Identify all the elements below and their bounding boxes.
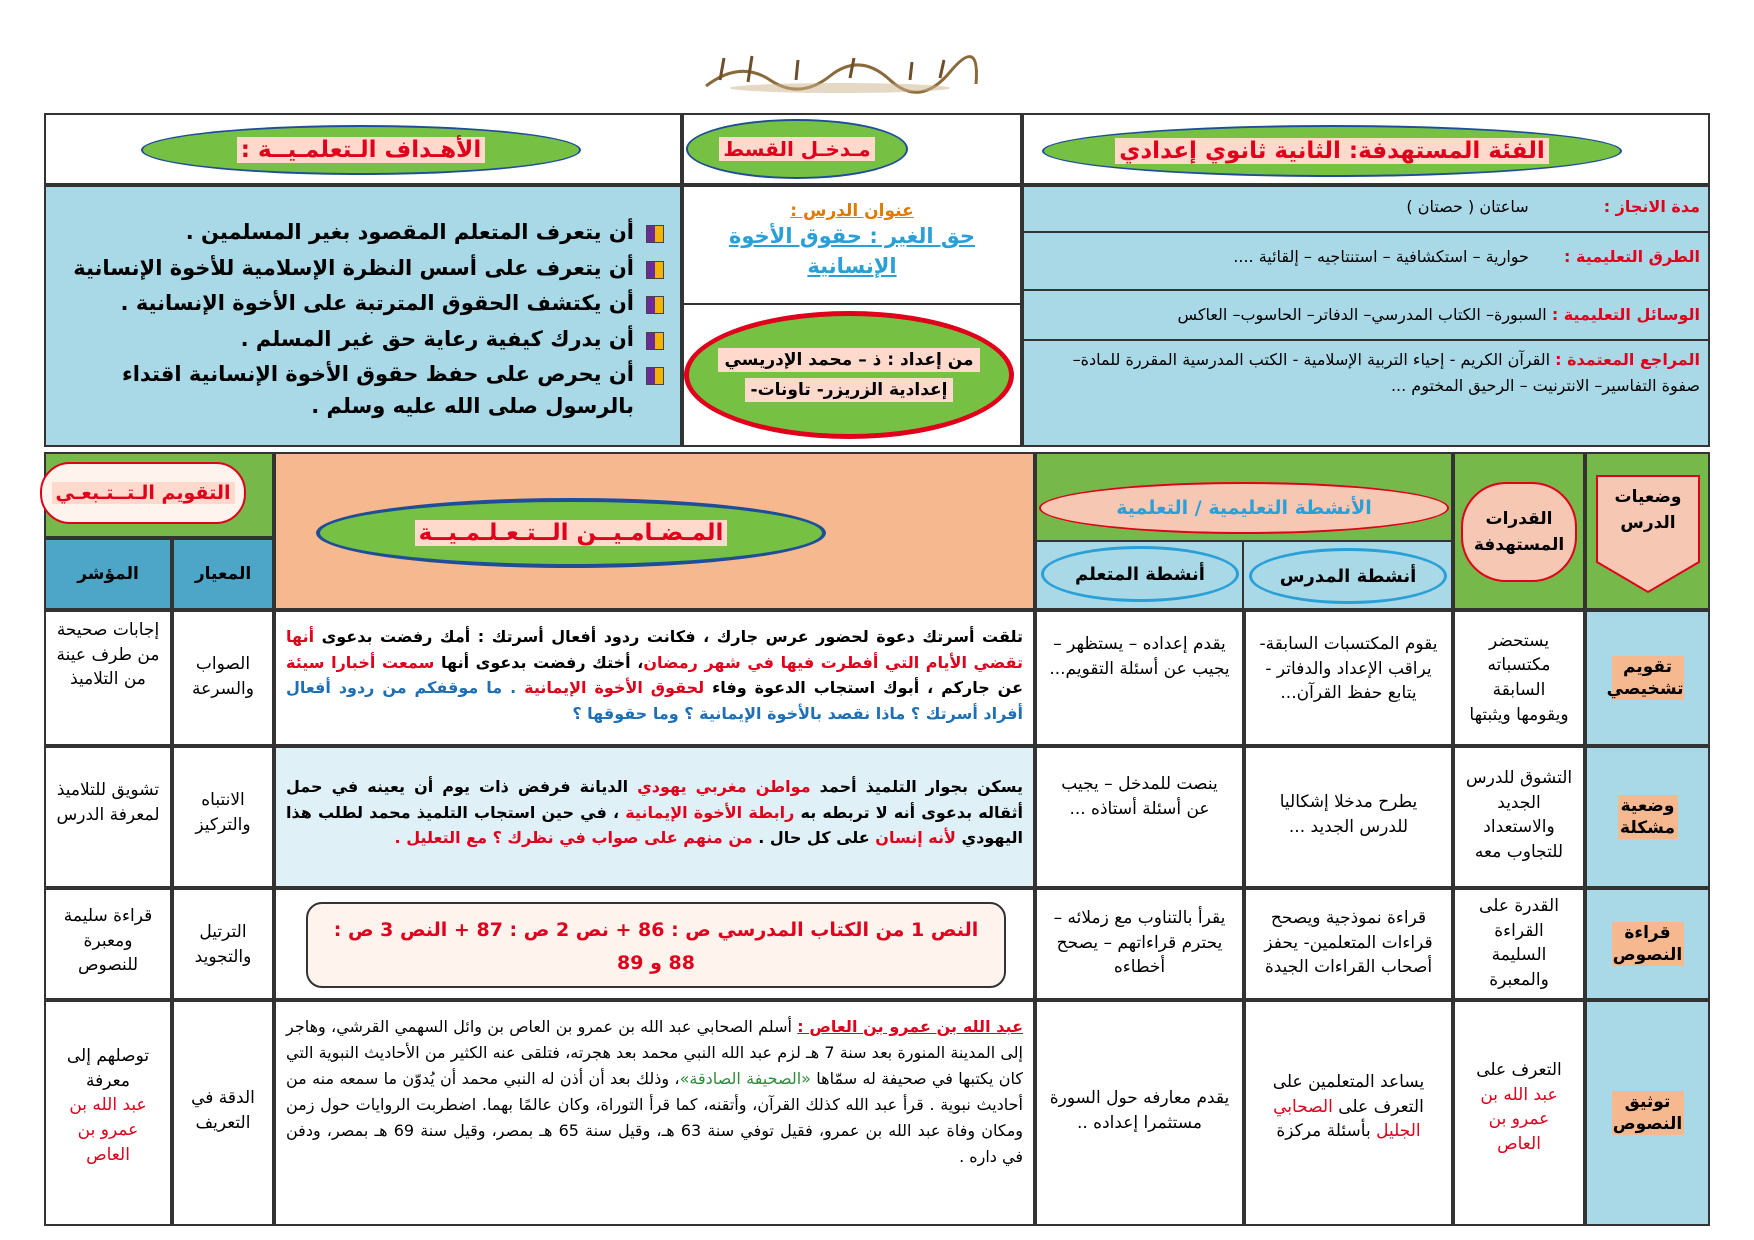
row1-learner-text: يقدم إعداده – يستظهر – يجيب عن أسئلة التقويم... [1049,634,1230,679]
col-criterion-header [172,538,274,610]
row4-content-p2: أسلم الصحابي عبد الله بن عمرو بن العاص بن وائل السهمي القرشي، وهاجر إلى المدينة المنورة بعد سنة 7 هـ لزم عبد الله النبي محمد بعد هجرته، فتلقى عنه الكثير من الأحاديث النبوية التي كان يكتبها في صحيفة له سمّاها [286,1017,1023,1088]
row3-content-box [306,902,1006,988]
row3-criterion [172,888,274,1000]
row1-learner [1035,610,1244,746]
col-contents-header [274,452,1035,610]
audience-title: الفئة المستهدفة: الثانية ثانوي إعدادي [1115,138,1548,164]
row4-content-p1: عبد الله بن عمرو بن العاص : [797,1017,1024,1036]
row4-situation-text: توثيق النصوص [1612,1091,1683,1134]
goal-item: أن يحرص على حفظ حقوق الأخوة الإنسانية اقتداء بالرسول صلى الله عليه وسلم . [66,359,668,422]
col-situations-header [1585,452,1710,610]
refs-label: المراجع المعتمدة : [1555,350,1700,369]
row4-content-p4: ، وذلك بعد أن أذن له النبي محمد أن يُدوّن ما سمعه منه من أحاديث نبوية . قرأ عبد الله كذلك القرآن، وأتقنه، كما قرأ التوراة، وكان عالمًا بهما. اضطربت الروايات حول زمن ومكان وفاة عبد الله بن عمرو، فقيل توفي سنة 63 هـ، وقيل سنة 65 هـ بمصر، وقيل سنة 69 هـ بمصر، ودفن في داره . [286,1068,1024,1166]
row1-content-p1: تلقت أسرتك دعوة لحضور عرس جارك ، فكانت ردود أفعال أسرتك : أمك رفضت بدعوى [314,627,1023,646]
row4-criterion-text: الدقة في التعريف [191,1088,255,1133]
lesson-title-box [684,187,1020,305]
goal-item: أن يدرك كيفية رعاية حق غير المسلم . [66,324,668,356]
evaluation-badge [40,462,246,524]
duration-row [1024,187,1708,233]
row2-content-p2: مواطن مغربي يهودي [637,777,811,796]
situations-shield [1595,474,1701,594]
goal-item: أن يكتشف الحقوق المترتبة على الأخوة الإنسانية . [66,288,668,320]
row2-ability-text: التشوق للدرس الجديد والاستعداد للتجاوب معه [1465,768,1573,862]
unit-title: مـدخـل القسط [719,137,874,161]
goals-list [66,217,668,422]
row1-indicator-text: إجابات صحيحة من طرف عينة من التلاميذ [56,620,160,690]
abilities-title: القدرات المستهدفة [1473,508,1565,555]
row2-content-p1: يسكن بجوار التلميذ أحمد [810,777,1024,796]
row2-learner-text: ينصت للمدخل – يجيب عن أسئلة أستاذه ... [1061,774,1218,819]
row4-indicator [44,1000,172,1226]
row1-criterion [172,610,274,746]
row2-criterion-text: الانتباه والتركيز [195,790,251,835]
row2-content-p8: من منهم على صواب في نظرك ؟ مع التعليل . [394,828,753,848]
header-unit-cell [682,113,1022,185]
row2-content-p7: على كل حال . [752,828,876,848]
info-cell [1022,185,1710,447]
row3-ability-text: القدرة على القراءة السليمة والمعبرة [1479,896,1559,990]
row2-content [274,746,1035,888]
row3-content-p1: النص 1 من الكتاب المدرسي ص : 86 + نص 2 ص : 87 + النص 3 ص : 88 و 89 [333,919,979,975]
goals-title: الأهـداف الـتعلمـيــة : [237,137,485,163]
row1-content-p6: لحقوق الأخوة الإيمانية [524,678,705,698]
row4-teacher [1244,1000,1453,1226]
row4-indicator-a: توصلهم إلى معرفة [66,1046,150,1091]
row1-content-p7: . ما موقفكم من ردود أفعال أفراد أسرتك ؟ ماذا نقصد بالأخوة الإيمانية ؟ وما حقوقها ؟ [286,678,1023,723]
row1-content-p3: ، أختك رفضت بدعوى أنها [434,652,644,672]
row3-content [274,888,1035,1000]
row3-teacher-text: قراءة نموذجية ويصحح قراءات المتعلمين- يحفز أصحاب القراءات الجيدة [1264,908,1433,978]
row4-ability [1453,1000,1585,1226]
header-audience-cell [1022,113,1710,185]
lesson-title-value: حق الغير : حقوق الأخوة الإنسانية [728,224,975,279]
goals-title-ellipse [141,125,581,175]
methods-row [1024,233,1708,291]
row2-content-p4: رابطة الأخوة الإيمانية [625,802,795,822]
abilities-badge [1461,482,1577,582]
col-activities-header [1035,452,1453,610]
refs-value: القرآن الكريم - إحياء التربية الإسلامية - الكتب المدرسية المقررة للمادة– صفوة التفاسير– الانترنيت – الرحيق المختوم ... [1072,350,1700,395]
activities-title: الأنشطة التعليمية / التعلمية [1116,497,1372,519]
row3-indicator-text: قراءة سليمة ومعبرة للنصوص [63,906,153,976]
duration-value: ساعتان ( حصتان ) [1406,197,1529,216]
row2-ability [1453,746,1585,888]
author-line: من إعداد : ذ – محمد الإدريسي [718,348,979,372]
criterion-title: المعيار [194,564,252,584]
row1-indicator [44,610,172,746]
header-goals-cell [44,113,682,185]
learner-title: أنشطة المتعلم [1075,563,1205,585]
indicator-title: المؤشر [77,564,139,584]
row1-situation-text: تقويم تشخيصي [1606,656,1684,699]
row3-ability [1453,888,1585,1000]
bismillah-calligraphy [700,50,980,95]
row2-teacher-text: يطرح مدخلا إشكاليا للدرس الجديد ... [1279,792,1418,837]
row4-learner [1035,1000,1244,1226]
row2-learner [1035,746,1244,888]
activities-ellipse [1039,482,1449,534]
row4-indicator-b: عبد الله بن عمرو بن العاص [69,1095,147,1165]
refs-row [1024,341,1708,445]
author-box [684,311,1014,439]
row4-content-p3: «الصحيفة الصادقة» [679,1068,811,1088]
row3-learner-text: يقرأ بالتناوب مع زملائه – يحترم قراءاتهم – يصحح أخطاءه [1053,908,1226,978]
row4-teacher-a: يساعد المتعلمين على التعرف على [1272,1072,1425,1117]
unit-ellipse [686,119,908,179]
duration-label: مدة الانجاز : [1603,197,1700,216]
row2-content-p3: الديانة فرفض ذات يوم أن يعينه في حمل أثقاله بدعوى أنه لا تربطه به [286,777,1023,822]
row4-criterion [172,1000,274,1226]
row4-situation [1585,1000,1710,1226]
goal-item: أن يتعرف المتعلم المقصود بغير المسلمين . [66,217,668,249]
row2-situation [1585,746,1710,888]
row2-content-p6: لأنه إنسان [875,828,956,848]
row2-indicator-text: تشويق للتلاميذ لمعرفة الدرس [56,780,160,825]
row4-teacher-c: بأسئلة مركزة [1276,1121,1377,1142]
audience-ellipse [1042,125,1622,177]
row2-teacher [1244,746,1453,888]
row4-content [274,1000,1035,1226]
row3-criterion-text: الترتيل والتجويد [194,922,252,967]
row1-criterion-text: الصواب والسرعة [192,654,254,699]
row1-content-p4: سمعت أخبارا سيئة [286,652,435,672]
methods-value: حوارية – استكشافية – استنتاجيه – إلقائية .... [1233,247,1529,266]
row1-ability [1453,610,1585,746]
row1-situation [1585,610,1710,746]
row3-teacher [1244,888,1453,1000]
situations-title: وضعيات الدرس [1614,487,1682,534]
row1-teacher-text: يقوم المكتسبات السابقة- يراقب الإعداد والدفاتر - يتابع حفظ القرآن... [1259,634,1438,704]
col-abilities-header [1453,452,1585,610]
row1-content-p2: أنها تقضي الأيام التي أفطرت فيها في شهر رمضان [286,627,1024,672]
lesson-title-label: عنوان الدرس : [790,201,914,221]
evaluation-title: التقويم الـتــتـبعـي [52,482,235,504]
goal-item: أن يتعرف على أسس النظرة الإسلامية للأخوة الإنسانية [66,253,668,285]
row3-indicator [44,888,172,1000]
row4-ability-a: التعرف على [1476,1060,1562,1080]
lesson-cell [682,185,1022,447]
tools-label: الوسائل التعليمية : [1551,305,1700,324]
col-evaluation-header [44,452,274,538]
goals-cell [44,185,682,447]
school-line: إعدادية الزريزر- تاونات- [745,378,954,402]
row2-situation-text: وضعية مشكلة [1618,795,1678,839]
row1-teacher [1244,610,1453,746]
row1-content-p5: عن جاركم ، أبوك استجاب الدعوة وفاء [704,678,1023,698]
row3-learner [1035,888,1244,1000]
teacher-title: أنشطة المدرس [1279,565,1417,587]
row4-learner-text: يقدم معارفه حول السورة مستثمرا إعداده .. [1049,1088,1230,1133]
teacher-ellipse [1249,548,1447,604]
activities-divider [1242,540,1244,608]
methods-label: الطرق التعليمية : [1564,247,1700,266]
row4-ability-b: عبد الله بن عمرو بن العاص [1480,1084,1558,1154]
row2-indicator [44,746,172,888]
row2-content-p5: ، في حين استجاب التلميذ محمد لطلب هذا اليهودي [286,802,1023,848]
col-indicator-header [44,538,172,610]
tools-value: السبورة– الكتاب المدرسي– الدفاتر– الحاسوب– العاكس [1177,305,1547,324]
learner-ellipse [1041,546,1239,602]
contents-ellipse [316,498,826,568]
row2-criterion [172,746,274,888]
tools-row [1024,291,1708,341]
row4-teacher-b: الصحابي الجليل [1273,1096,1421,1142]
row1-ability-text: يستحضر مكتسباته السابقة ويقومها ويثبتها [1469,630,1569,725]
row1-content [274,610,1035,746]
row3-situation [1585,888,1710,1000]
contents-title: المـضـامـيــن الــتـعـلـمـيــة [415,520,728,546]
row3-situation-text: قراءة النصوص [1612,922,1683,965]
